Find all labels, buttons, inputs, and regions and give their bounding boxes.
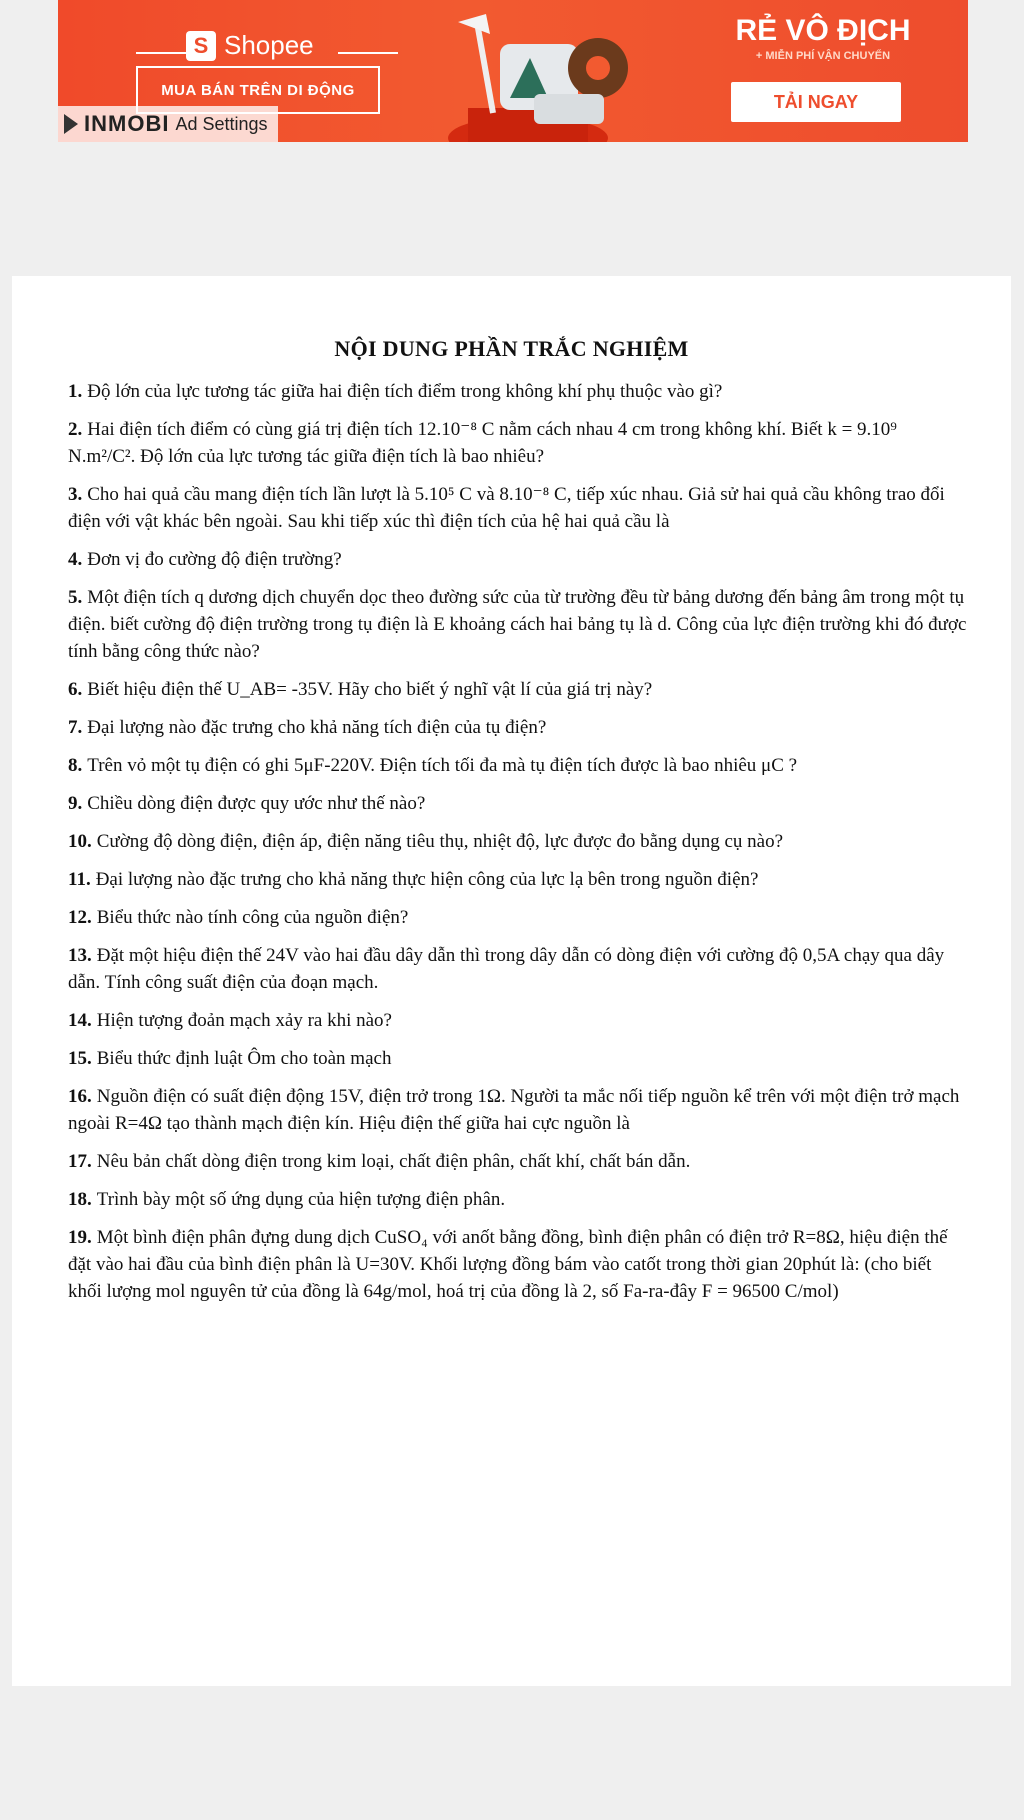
- question-item: [68, 828, 968, 855]
- question-text: Hiện tượng đoản mạch xảy ra khi nào?: [96, 1010, 392, 1031]
- question-text: Đại lượng nào đặc trưng cho khả năng thực hiện công của lực lạ bên trong nguồn điện?: [95, 869, 759, 890]
- ad-frame-line-right: [338, 52, 398, 54]
- ad-network-name: INMOBI: [84, 111, 170, 136]
- question-item: [68, 714, 968, 741]
- shopping-bag-icon: S: [186, 31, 216, 61]
- ad-settings-link[interactable]: Ad Settings: [175, 113, 268, 134]
- ad-tagline: + MIỄN PHÍ VẬN CHUYỂN: [755, 50, 891, 62]
- question-number: 19.: [68, 1227, 92, 1248]
- ad-banner[interactable]: [58, 0, 968, 142]
- question-number: 16.: [68, 1086, 92, 1107]
- question-item: [68, 752, 968, 779]
- question-item: [68, 1224, 968, 1305]
- question-number: 2.: [68, 419, 83, 440]
- question-item: [68, 481, 968, 535]
- question-text: Cường độ dòng điện, điện áp, điện năng tiêu thụ, nhiệt độ, lực được đo bằng dụng cụ nào?: [96, 831, 784, 852]
- question-item: [68, 1007, 968, 1034]
- question-number: 7.: [68, 717, 83, 738]
- question-item: [68, 866, 968, 893]
- question-number: 5.: [68, 587, 83, 608]
- question-number: 9.: [68, 793, 83, 814]
- question-text: Trình bày một số ứng dụng của hiện tượng điện phân.: [96, 1189, 506, 1210]
- question-item: [68, 942, 968, 996]
- question-text: Đơn vị đo cường độ điện trường?: [87, 549, 342, 570]
- question-text: Đặt một hiệu điện thế 24V vào hai đầu dây dẫn thì trong dây dẫn có dòng điện với cường độ 0,5A chạy qua dây dẫn. Tính công suất điện của đoạn mạch.: [68, 945, 945, 993]
- document-page: [12, 276, 1011, 1686]
- question-item: [68, 584, 968, 665]
- ad-brand: Shopee: [224, 30, 314, 60]
- ad-headline: RẺ VÔ ĐỊCH: [735, 14, 911, 47]
- question-number: 8.: [68, 755, 83, 776]
- question-item: [68, 1148, 968, 1175]
- question-item: [68, 1186, 968, 1213]
- question-list: [68, 378, 968, 1316]
- question-item: [68, 378, 968, 405]
- inmobi-logo-icon: [64, 114, 78, 134]
- page-title: NỘI DUNG PHẦN TRẮC NGHIỆM: [334, 336, 689, 361]
- ad-subtitle: MUA BÁN TRÊN DI ĐỘNG: [136, 66, 380, 114]
- question-item: [68, 546, 968, 573]
- question-text: Chiều dòng điện được quy ước như thế nào?: [87, 793, 426, 814]
- question-text: Đại lượng nào đặc trưng cho khả năng tích điện của tụ điện?: [87, 717, 547, 738]
- question-item: [68, 676, 968, 703]
- ad-product-image: [438, 8, 678, 142]
- question-number: 15.: [68, 1048, 92, 1069]
- question-number: 1.: [68, 381, 83, 402]
- question-number: 3.: [68, 484, 83, 505]
- question-text: Một điện tích q dương dịch chuyển dọc theo đường sức của từ trường đều từ bảng dương đến bảng âm trong một tụ điện. biết cường độ điện trường trong tụ điện là E khoảng cách hai bảng tụ là d. Công của lực điện trường khi đó được tính bằng công thức nào?: [68, 587, 967, 662]
- shopee-logo: [186, 30, 314, 61]
- question-item: [68, 416, 968, 470]
- ad-frame-line-left: [136, 52, 186, 54]
- question-text: Một bình điện phân đựng dung dịch CuSO₄ với anốt bằng đồng, bình điện phân có điện trở R=8Ω, hiệu điện thế đặt vào hai đầu của bình điện phân là U=30V. Khối lượng đồng bám vào catốt trong thời gian 20phút là: (cho biết khối lượng mol nguyên tử của đồng là 64g/mol, hoá trị của đồng là 2, số Fa-ra-đây F = 96500 C/mol): [68, 1227, 948, 1302]
- question-number: 12.: [68, 907, 92, 928]
- question-text: Nguồn điện có suất điện động 15V, điện trở trong 1Ω. Người ta mắc nối tiếp nguồn kể trên với một điện trở mạch ngoài R=4Ω tạo thành mạch điện kín. Hiệu điện thế giữa hai cực nguồn là: [68, 1086, 960, 1134]
- question-item: [68, 1045, 968, 1072]
- question-text: Hai điện tích điểm có cùng giá trị điện tích 12.10⁻⁸ C nằm cách nhau 4 cm trong không khí. Biết k = 9.10⁹ N.m²/C². Độ lớn của lực tương tác giữa điện tích là bao nhiêu?: [68, 419, 897, 467]
- question-number: 6.: [68, 679, 83, 700]
- question-item: [68, 790, 968, 817]
- question-text: Nêu bản chất dòng điện trong kim loại, chất điện phân, chất khí, chất bán dẫn.: [96, 1151, 691, 1172]
- question-number: 13.: [68, 945, 92, 966]
- question-text: Biểu thức định luật Ôm cho toàn mạch: [96, 1048, 392, 1069]
- question-item: [68, 1083, 968, 1137]
- ad-download-button[interactable]: TẢI NGAY: [731, 82, 901, 122]
- question-number: 14.: [68, 1010, 92, 1031]
- question-number: 18.: [68, 1189, 92, 1210]
- question-number: 17.: [68, 1151, 92, 1172]
- question-text: Biết hiệu điện thế U_AB= -35V. Hãy cho biết ý nghĩ vật lí của giá trị này?: [87, 679, 653, 700]
- ad-settings-bar[interactable]: [58, 106, 278, 142]
- question-text: Cho hai quả cầu mang điện tích lần lượt là 5.10⁵ C và 8.10⁻⁸ C, tiếp xúc nhau. Giả sử hai quả cầu không trao đổi điện với vật khác bên ngoài. Sau khi tiếp xúc thì điện tích của hệ hai quả cầu là: [68, 484, 945, 532]
- question-text: Độ lớn của lực tương tác giữa hai điện tích điểm trong không khí phụ thuộc vào gì?: [87, 381, 723, 402]
- question-number: 10.: [68, 831, 92, 852]
- question-item: [68, 904, 968, 931]
- question-number: 4.: [68, 549, 83, 570]
- question-number: 11.: [68, 869, 91, 890]
- question-text: Biểu thức nào tính công của nguồn điện?: [96, 907, 409, 928]
- question-text: Trên vỏ một tụ điện có ghi 5μF-220V. Điện tích tối đa mà tụ điện tích được là bao nhiêu μC ?: [87, 755, 798, 776]
